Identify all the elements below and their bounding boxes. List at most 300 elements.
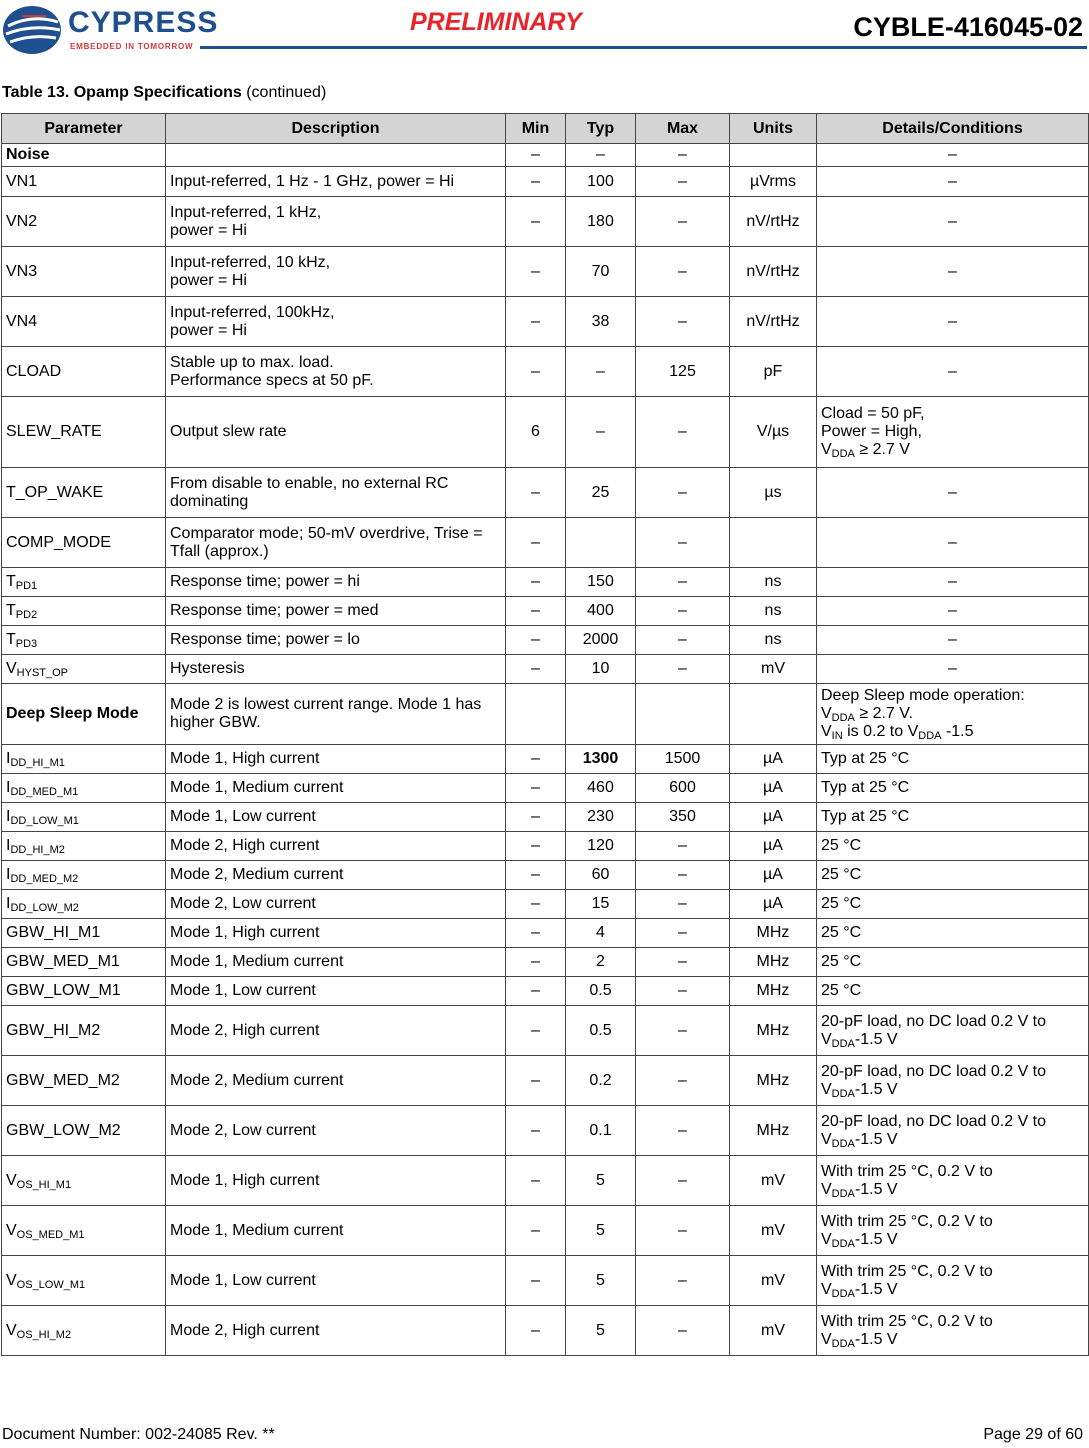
cell-min <box>506 1106 566 1156</box>
cell-typ <box>566 890 636 919</box>
cell-parameter <box>2 1106 166 1156</box>
cell-typ <box>566 948 636 977</box>
conditions-text: – <box>948 631 957 648</box>
conditions-text: Cload = 50 pF, Power = High, <box>821 405 925 440</box>
conditions-subscript: DDA <box>918 730 942 742</box>
cell-parameter <box>2 977 166 1006</box>
cell-max-value: 125 <box>669 362 696 380</box>
cell-typ-value: 400 <box>587 602 614 619</box>
cell-units <box>730 803 817 832</box>
cell-units-value: nV/rtHz <box>746 312 800 330</box>
cell-description <box>166 297 506 347</box>
cell-description <box>166 197 506 247</box>
cell-units-value: mV <box>761 1321 785 1339</box>
description-text: Mode 1, Low current <box>170 982 316 999</box>
cell-max <box>636 774 730 803</box>
description-text: Stable up to max. load. Performance specs at 50 pF. <box>170 353 374 389</box>
cell-typ <box>566 597 636 626</box>
cell-min <box>506 774 566 803</box>
parameter-subscript: PD1 <box>15 580 38 592</box>
column-header-conditions: Details/Conditions <box>817 114 1089 144</box>
cell-conditions <box>817 397 1089 468</box>
parameter-subscript: DD_LOW_M1 <box>10 815 79 827</box>
cell-min <box>506 518 566 568</box>
conditions-subscript: DDA <box>831 1037 855 1050</box>
cell-parameter <box>2 890 166 919</box>
conditions-symbol: V <box>821 1080 832 1098</box>
table-row <box>2 1206 1089 1256</box>
cell-typ <box>566 247 636 297</box>
conditions-tail: ≥ 2.7 V. <box>854 705 913 722</box>
cell-typ <box>566 167 636 197</box>
column-header-parameter: Parameter <box>2 114 166 144</box>
conditions-tail: -1.5 <box>941 723 974 740</box>
conditions-subscript: DDA <box>831 712 855 724</box>
cell-parameter <box>2 397 166 468</box>
table-row <box>2 803 1089 832</box>
cell-max <box>636 1256 730 1306</box>
parameter-name: Deep Sleep Mode <box>6 705 139 722</box>
cell-units <box>730 144 817 167</box>
column-header-description: Description <box>166 114 506 144</box>
table-row <box>2 948 1089 977</box>
description-text: Output slew rate <box>170 423 287 440</box>
cell-units-value: mV <box>761 1171 785 1189</box>
table-row <box>2 626 1089 655</box>
cell-max <box>636 1156 730 1206</box>
conditions-tail: ≥ 2.7 V <box>854 441 910 458</box>
cell-min <box>506 890 566 919</box>
cell-typ <box>566 684 636 745</box>
cell-typ-value: 10 <box>591 660 610 677</box>
table-row <box>2 297 1089 347</box>
conditions-subscript: DDA <box>831 1287 855 1300</box>
table-caption <box>2 84 326 102</box>
cell-units <box>730 167 817 197</box>
cell-max-value: – <box>678 1021 687 1039</box>
cell-conditions <box>817 597 1089 626</box>
cell-max <box>636 144 730 167</box>
cell-max-value: – <box>678 837 687 854</box>
parameter-subscript: OS_HI_M1 <box>16 1178 72 1191</box>
cell-conditions <box>817 861 1089 890</box>
conditions-tail: -1.5 V <box>854 1130 898 1148</box>
cell-min-value: – <box>531 483 540 501</box>
description-text: Response time; power = med <box>170 602 379 619</box>
table-caption-suffix: (continued) <box>241 84 327 101</box>
cell-typ <box>566 1206 636 1256</box>
cell-units <box>730 347 817 397</box>
conditions-text: Typ at 25 °C <box>821 779 910 796</box>
parameter-subscript: OS_LOW_M1 <box>16 1278 86 1291</box>
table-row <box>2 745 1089 774</box>
description-text: Input-referred, 1 kHz, power = Hi <box>170 203 322 239</box>
parameter-name: T <box>6 631 16 648</box>
cell-units <box>730 1306 817 1356</box>
cell-typ <box>566 1256 636 1306</box>
cell-typ <box>566 144 636 167</box>
cell-description <box>166 568 506 597</box>
parameter-subscript: DD_HI_M2 <box>10 844 65 856</box>
cell-max <box>636 297 730 347</box>
cell-min <box>506 626 566 655</box>
cell-description <box>166 518 506 568</box>
conditions-text: – <box>948 533 957 551</box>
preliminary-label: PRELIMINARY <box>410 8 582 36</box>
parameter-subscript: PD3 <box>15 638 38 650</box>
cell-parameter <box>2 774 166 803</box>
cell-min <box>506 861 566 890</box>
parameter-name: I <box>6 750 11 767</box>
cell-max <box>636 197 730 247</box>
cell-min <box>506 1156 566 1206</box>
cell-max-value: – <box>678 1321 687 1339</box>
conditions-text: 20-pF load, no DC load 0.2 V to <box>821 1112 1047 1130</box>
cell-typ-value: 120 <box>587 837 614 854</box>
cell-typ-value: 180 <box>587 212 614 230</box>
table-row <box>2 518 1089 568</box>
cell-min-value: – <box>531 362 540 380</box>
cell-parameter <box>2 347 166 397</box>
cell-max <box>636 745 730 774</box>
cell-typ <box>566 655 636 684</box>
cell-conditions <box>817 297 1089 347</box>
cell-typ-value: 25 <box>591 483 610 501</box>
cell-max-value: – <box>678 895 687 912</box>
cell-units <box>730 745 817 774</box>
cell-typ-value: 5 <box>596 1221 605 1239</box>
cell-description <box>166 774 506 803</box>
cell-min-value: – <box>531 982 540 999</box>
description-text: Mode 2, Medium current <box>170 1071 344 1089</box>
cell-min <box>506 568 566 597</box>
cell-max-value: – <box>678 172 687 190</box>
cell-units-value: V/µs <box>756 423 790 440</box>
description-text: Mode 2 is lowest current range. Mode 1 has higher GBW. <box>170 696 482 731</box>
cell-description <box>166 745 506 774</box>
description-text: Response time; power = lo <box>170 631 360 648</box>
cell-max-value: – <box>678 146 687 163</box>
cell-typ <box>566 745 636 774</box>
cell-typ <box>566 1306 636 1356</box>
table-row <box>2 890 1089 919</box>
cell-description <box>166 1206 506 1256</box>
cell-conditions <box>817 832 1089 861</box>
cell-min <box>506 347 566 397</box>
conditions-text: 25 °C <box>821 895 862 912</box>
parameter-name: T_OP_WAKE <box>6 483 104 501</box>
cell-typ-value: 38 <box>591 312 610 330</box>
cell-conditions <box>817 1156 1089 1206</box>
cell-min-value: – <box>531 1271 540 1289</box>
cell-min-value: – <box>531 146 540 163</box>
cell-units <box>730 919 817 948</box>
description-text: Comparator mode; 50-mV overdrive, Trise = Tfall (approx.) <box>170 524 483 560</box>
cell-typ <box>566 297 636 347</box>
table-row <box>2 977 1089 1006</box>
table-row <box>2 568 1089 597</box>
conditions-tail: -1.5 V <box>854 1280 898 1298</box>
cell-parameter <box>2 1006 166 1056</box>
cell-typ-value: – <box>596 146 605 163</box>
conditions-text: Typ at 25 °C <box>821 750 910 767</box>
parameter-name: I <box>6 866 11 883</box>
cell-units-value: ns <box>764 602 782 619</box>
cell-units <box>730 774 817 803</box>
cell-conditions <box>817 626 1089 655</box>
cell-typ-value: 4 <box>596 924 605 941</box>
cell-max-value: – <box>678 533 687 551</box>
cell-units <box>730 626 817 655</box>
parameter-name: V <box>6 660 17 677</box>
cell-max <box>636 1206 730 1256</box>
cell-max <box>636 1056 730 1106</box>
cell-description <box>166 1106 506 1156</box>
cell-min <box>506 1306 566 1356</box>
table-row <box>2 1256 1089 1306</box>
conditions-text: – <box>948 262 957 280</box>
cell-units <box>730 832 817 861</box>
cell-max <box>636 655 730 684</box>
cell-units <box>730 655 817 684</box>
parameter-subscript: DD_MED_M1 <box>10 786 79 798</box>
description-text: Mode 1, High current <box>170 750 320 767</box>
cell-min-value: – <box>531 573 540 590</box>
cell-description <box>166 167 506 197</box>
cell-parameter <box>2 597 166 626</box>
cell-description <box>166 803 506 832</box>
cell-parameter <box>2 626 166 655</box>
cell-typ-value: 460 <box>587 779 614 796</box>
cell-min-value: – <box>531 866 540 883</box>
cell-conditions <box>817 919 1089 948</box>
cell-units <box>730 597 817 626</box>
cell-units <box>730 1156 817 1206</box>
cell-min <box>506 247 566 297</box>
cell-units-value: µA <box>763 837 783 854</box>
cell-parameter <box>2 568 166 597</box>
conditions-text: – <box>948 172 957 190</box>
parameter-subscript: OS_MED_M1 <box>16 1228 85 1241</box>
description-text: Hysteresis <box>170 660 245 677</box>
description-text: Mode 1, Medium current <box>170 779 344 796</box>
description-text: Input-referred, 100kHz, power = Hi <box>170 303 335 339</box>
cell-typ-value: 0.1 <box>589 1121 612 1139</box>
description-text: Mode 1, Medium current <box>170 953 344 970</box>
cell-units <box>730 1256 817 1306</box>
cell-parameter <box>2 1256 166 1306</box>
conditions-text: – <box>948 146 957 163</box>
cell-max <box>636 1106 730 1156</box>
cell-min-value: – <box>531 953 540 970</box>
cell-typ <box>566 803 636 832</box>
parameter-name: V <box>6 1221 17 1239</box>
cell-max-value: – <box>678 423 687 440</box>
cell-max-value: – <box>678 953 687 970</box>
cell-max-value: – <box>678 602 687 619</box>
cell-parameter <box>2 468 166 518</box>
cell-parameter <box>2 1206 166 1256</box>
cell-parameter <box>2 197 166 247</box>
parameter-name: GBW_LOW_M1 <box>6 982 121 999</box>
description-text: From disable to enable, no external RC dominating <box>170 474 449 510</box>
description-text: Response time; power = hi <box>170 573 360 590</box>
cell-max-value: – <box>678 924 687 941</box>
cell-min-value: – <box>531 1071 540 1089</box>
cell-max <box>636 861 730 890</box>
cell-units <box>730 948 817 977</box>
cell-max <box>636 518 730 568</box>
conditions-text: – <box>948 483 957 501</box>
table-row <box>2 1006 1089 1056</box>
cell-typ <box>566 347 636 397</box>
parameter-name: VN3 <box>6 262 38 280</box>
cell-typ-value: 100 <box>587 172 614 190</box>
cell-max <box>636 803 730 832</box>
cell-conditions <box>817 1256 1089 1306</box>
conditions-text: With trim 25 °C, 0.2 V to <box>821 1212 993 1230</box>
cell-min <box>506 397 566 468</box>
cell-typ-value: 15 <box>591 895 610 912</box>
cell-units <box>730 1206 817 1256</box>
cell-max-value: – <box>678 1221 687 1239</box>
cell-min-value: – <box>531 1021 540 1039</box>
cell-parameter <box>2 948 166 977</box>
cell-max <box>636 1006 730 1056</box>
cell-min-value: – <box>531 312 540 330</box>
cell-typ <box>566 1106 636 1156</box>
cell-max-value: 350 <box>669 808 696 825</box>
cell-units <box>730 518 817 568</box>
cell-description <box>166 347 506 397</box>
conditions-subscript: DDA <box>831 448 855 460</box>
cell-description <box>166 948 506 977</box>
cell-max-value: – <box>678 866 687 883</box>
opamp-spec-table <box>1 113 1089 1356</box>
table-row <box>2 247 1089 297</box>
cell-max-value: 600 <box>669 779 696 796</box>
cell-units-value: ns <box>764 631 782 648</box>
parameter-subscript: HYST_OP <box>16 667 69 679</box>
table-row <box>2 397 1089 468</box>
cell-description <box>166 1006 506 1056</box>
cell-conditions <box>817 167 1089 197</box>
cell-conditions <box>817 803 1089 832</box>
cell-conditions <box>817 568 1089 597</box>
cell-conditions <box>817 1106 1089 1156</box>
conditions-symbol: V <box>821 1130 832 1148</box>
description-text: Mode 2, Medium current <box>170 866 344 883</box>
parameter-name: GBW_MED_M2 <box>6 1071 120 1089</box>
cell-min <box>506 1056 566 1106</box>
cell-typ <box>566 1056 636 1106</box>
cell-description <box>166 397 506 468</box>
cell-description <box>166 247 506 297</box>
cell-min <box>506 197 566 247</box>
cell-parameter <box>2 518 166 568</box>
cell-conditions <box>817 890 1089 919</box>
parameter-subscript: DD_LOW_M2 <box>10 902 79 914</box>
cell-min-value: – <box>531 533 540 551</box>
column-header-units: Units <box>730 114 817 144</box>
cell-typ-value: 60 <box>591 866 610 883</box>
cell-max-value: 1500 <box>664 750 701 767</box>
cell-units <box>730 247 817 297</box>
cell-max <box>636 347 730 397</box>
cell-typ <box>566 1006 636 1056</box>
conditions-text: – <box>948 312 957 330</box>
cell-description <box>166 919 506 948</box>
parameter-name: V <box>6 1171 17 1189</box>
cell-typ <box>566 774 636 803</box>
cell-max-value: – <box>678 1271 687 1289</box>
description-text: Mode 2, Low current <box>170 1121 316 1139</box>
cell-min <box>506 597 566 626</box>
cell-min <box>506 745 566 774</box>
cell-units <box>730 861 817 890</box>
parameter-name: GBW_HI_M1 <box>6 924 101 941</box>
cell-units-value: MHz <box>756 982 790 999</box>
cell-min <box>506 1006 566 1056</box>
cell-max <box>636 626 730 655</box>
description-text: Mode 1, Medium current <box>170 1221 344 1239</box>
conditions-text: – <box>948 660 957 677</box>
cell-typ-value: 2000 <box>582 631 619 648</box>
cell-description <box>166 144 506 167</box>
cell-units-value: µA <box>763 750 783 767</box>
conditions-subscript: DDA <box>831 1187 855 1200</box>
cell-typ-value: 230 <box>587 808 614 825</box>
cell-units-value: µVrms <box>750 172 796 190</box>
cell-min <box>506 297 566 347</box>
cell-units-value: mV <box>761 1271 785 1289</box>
table-body <box>2 144 1089 1356</box>
cell-typ-value: 0.2 <box>589 1071 612 1089</box>
parameter-name: SLEW_RATE <box>6 423 102 440</box>
conditions-text: 25 °C <box>821 953 862 970</box>
cell-units <box>730 1056 817 1106</box>
parameter-name: VN2 <box>6 212 38 230</box>
cell-description <box>166 1256 506 1306</box>
cell-typ <box>566 919 636 948</box>
cell-units-value: pF <box>763 362 783 380</box>
conditions-subscript: DDA <box>831 1337 855 1350</box>
cell-conditions <box>817 518 1089 568</box>
cell-min-value: – <box>531 631 540 648</box>
parameter-name: GBW_MED_M1 <box>6 953 120 970</box>
cell-parameter <box>2 919 166 948</box>
cell-parameter <box>2 655 166 684</box>
cell-description <box>166 832 506 861</box>
description-text: Mode 1, High current <box>170 924 320 941</box>
cell-conditions <box>817 468 1089 518</box>
cell-min <box>506 803 566 832</box>
cell-parameter <box>2 745 166 774</box>
table-row <box>2 597 1089 626</box>
conditions-text: With trim 25 °C, 0.2 V to <box>821 1262 993 1280</box>
cell-description <box>166 1306 506 1356</box>
parameter-name: Noise <box>6 146 50 163</box>
cell-max <box>636 684 730 745</box>
cell-description <box>166 626 506 655</box>
cell-min-value: – <box>531 837 540 854</box>
parameter-name: GBW_LOW_M2 <box>6 1121 121 1139</box>
cell-units-value: µA <box>763 895 783 912</box>
cell-conditions <box>817 144 1089 167</box>
cell-description <box>166 1156 506 1206</box>
conditions-symbol: V <box>821 1180 832 1198</box>
logo-wordmark: CYPRESS <box>68 6 219 39</box>
